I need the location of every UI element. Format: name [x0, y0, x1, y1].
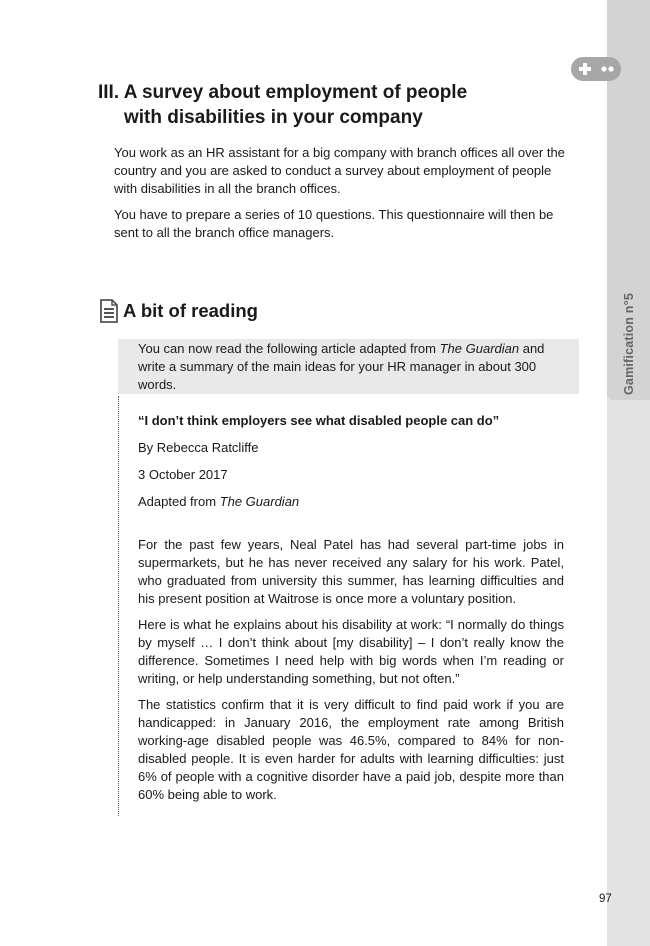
- reading-title: A bit of reading: [123, 300, 258, 321]
- article-title: “I don’t think employers see what disabled people can do”: [138, 413, 500, 428]
- intro-paragraph-2: You have to prepare a series of 10 questions. This questionnaire will then be sent to all the branch office managers.: [114, 207, 554, 240]
- article: [138, 412, 564, 812]
- document-icon: [100, 299, 118, 323]
- section-title-line2: with disabilities in your company: [124, 107, 423, 128]
- instruction-before: You can now read the following article adapted from: [138, 341, 440, 356]
- instruction-after: and write a summary of the main ideas for your HR manager in about 300 words.: [138, 341, 545, 392]
- article-paragraph-3: The statistics confirm that it is very difficult to find paid work if you are handicapped: in January 2016, the employment rate among British working-age disabled people was 46.5%, compared to 84% for non-disabled people. It is even harder for adults with learning difficulties: just 6% of people with a cognitive disorder have a paid job, despite more than 60% being able to work.: [138, 697, 564, 802]
- intro-text: [114, 144, 566, 250]
- section-title-line1: III. A survey about employment of people: [98, 82, 468, 103]
- article-source-prefix: Adapted from: [138, 494, 220, 509]
- intro-paragraph-1: You work as an HR assistant for a big company with branch offices all over the country and you are asked to conduct a survey about employment of people with disabilities in all the branch offices.: [114, 145, 565, 196]
- sidebar-label: Gamification n°5: [622, 293, 636, 395]
- gamepad-icon: [570, 55, 622, 83]
- page-number: 97: [599, 893, 612, 905]
- instruction-source: The Guardian: [439, 341, 520, 356]
- instruction-text: [138, 340, 564, 394]
- article-paragraph-1: For the past few years, Neal Patel has had several part-time jobs in supermarkets, but he has never received any salary for his work. Patel, who graduated from university this summer, has learning difficulties and his present position at Waitrose is once more a voluntary position.: [138, 537, 564, 606]
- reading-heading: [100, 297, 258, 325]
- article-source-name: The Guardian: [219, 494, 300, 509]
- article-dotted-rule: [118, 396, 119, 816]
- section-title: [98, 80, 568, 130]
- article-date: 3 October 2017: [138, 467, 228, 482]
- article-source: [138, 493, 564, 511]
- article-paragraph-2: Here is what he explains about his disability at work: “I normally do things by myself … I don’t think about [my disability] – I don’t really know the difference. Sometimes I need help with big words when I’m reading or writing, or help understanding something, but not often.”: [138, 617, 564, 686]
- article-author: By Rebecca Ratcliffe: [138, 440, 259, 455]
